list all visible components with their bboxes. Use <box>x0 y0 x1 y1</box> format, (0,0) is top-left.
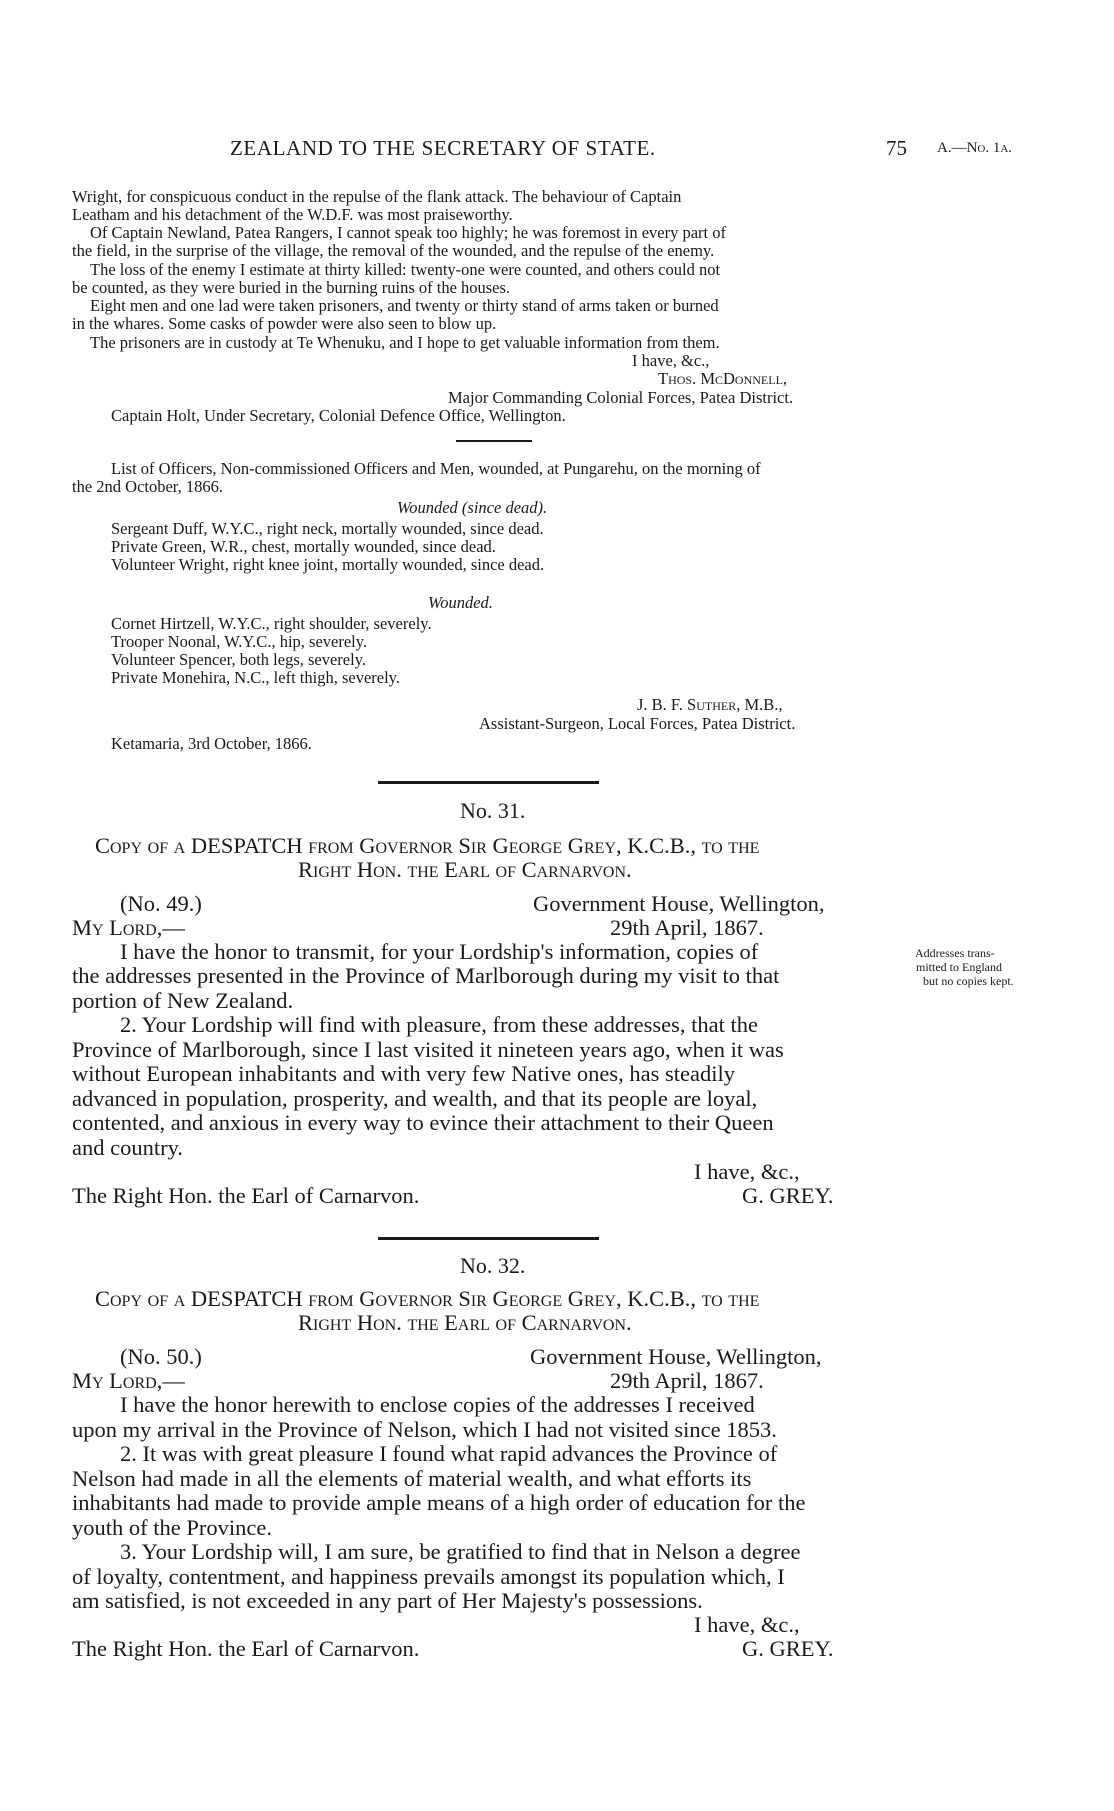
section-rule <box>378 1237 599 1240</box>
margin-note: but no copies kept. <box>923 974 1014 988</box>
report-line: the field, in the surprise of the village, the removal of the wounded, and the repulse of the enemy. <box>72 241 715 260</box>
casualty-signature-title: Assistant-Surgeon, Local Forces, Patea District. <box>479 714 796 733</box>
despatch-date: 29th April, 1867. <box>610 915 764 940</box>
casualty-entry: Cornet Hirtzell, W.Y.C., right shoulder, severely. <box>111 614 432 633</box>
casualty-place-date: Ketamaria, 3rd October, 1866. <box>111 734 312 753</box>
despatch-heading: Right Hon. the Earl of Carnarvon. <box>298 857 632 882</box>
margin-note: mitted to England <box>916 960 1002 974</box>
report-line: in the whares. Some casks of powder were also seen to blow up. <box>72 314 497 333</box>
casualty-signature: J. B. F. Suther, M.B., <box>637 695 783 714</box>
wounded-heading: Wounded. <box>428 593 493 612</box>
despatch-paragraph-line: I have the honor to transmit, for your Lordship's information, copies of <box>120 939 759 964</box>
page-number: 75 <box>886 136 907 160</box>
despatch-paragraph-line: am satisfied, is not exceeded in any part of Her Majesty's possessions. <box>72 1588 703 1613</box>
despatch-paragraph-line: Province of Marlborough, since I last visited it nineteen years ago, when it was <box>72 1037 784 1062</box>
despatch-paragraph-line: the addresses presented in the Province of Marlborough during my visit to that <box>72 963 780 988</box>
casualty-entry: Volunteer Wright, right knee joint, mortally wounded, since dead. <box>111 555 545 574</box>
report-signature-title: Major Commanding Colonial Forces, Patea District. <box>448 388 794 407</box>
despatch-paragraph-line: 2. It was with great pleasure I found what rapid advances the Province of <box>120 1441 778 1466</box>
document-reference: A.—No. 1a. <box>937 140 1013 156</box>
report-signature: Thos. McDonnell, <box>658 369 788 388</box>
despatch-closing: I have, &c., <box>694 1612 800 1637</box>
despatch-ref: (No. 50.) <box>120 1344 202 1369</box>
despatch-paragraph-line: contented, and anxious in every way to evince their attachment to their Queen <box>72 1110 774 1135</box>
report-line: Wright, for conspicuous conduct in the repulse of the flank attack. The behaviour of Captain <box>72 187 682 206</box>
casualty-entry: Volunteer Spencer, both legs, severely. <box>111 650 367 669</box>
despatch-paragraph-line: Nelson had made in all the elements of material wealth, and what efforts its <box>72 1466 752 1491</box>
despatch-origin: Government House, Wellington, <box>533 891 825 916</box>
running-header-title: ZEALAND TO THE SECRETARY OF STATE. <box>230 136 656 160</box>
despatch-paragraph-line: I have the honor herewith to enclose copies of the addresses I received <box>120 1392 755 1417</box>
despatch-salutation: My Lord,— <box>72 1368 185 1393</box>
despatch-heading: Right Hon. the Earl of Carnarvon. <box>298 1310 632 1335</box>
casualty-intro: the 2nd October, 1866. <box>72 477 224 496</box>
despatch-addressee: The Right Hon. the Earl of Carnarvon. <box>72 1183 420 1208</box>
despatch-date: 29th April, 1867. <box>610 1368 764 1393</box>
despatch-salutation: My Lord,— <box>72 915 185 940</box>
despatch-addressee: The Right Hon. the Earl of Carnarvon. <box>72 1636 420 1661</box>
report-line: The prisoners are in custody at Te Whenuku, and I hope to get valuable information from them. <box>90 333 720 352</box>
despatch-paragraph-line: advanced in population, prosperity, and wealth, and that its people are loyal, <box>72 1086 758 1111</box>
report-line: be counted, as they were buried in the burning ruins of the houses. <box>72 278 511 297</box>
despatch-closing: I have, &c., <box>694 1159 800 1184</box>
despatch-paragraph-line: youth of the Province. <box>72 1515 272 1540</box>
despatch-number: No. 31. <box>460 798 526 823</box>
dead-heading: Wounded (since dead). <box>397 498 548 517</box>
report-line: The loss of the enemy I estimate at thirty killed: twenty-one were counted, and others could not <box>90 260 721 279</box>
report-line: Leatham and his detachment of the W.D.F. was most praiseworthy. <box>72 205 513 224</box>
despatch-paragraph-line: without European inhabitants and with very few Native ones, has steadily <box>72 1061 735 1086</box>
casualty-entry: Trooper Noonal, W.Y.C., hip, severely. <box>111 632 368 651</box>
casualty-entry: Sergeant Duff, W.Y.C., right neck, mortally wounded, since dead. <box>111 519 544 538</box>
margin-note: Addresses trans- <box>915 946 995 960</box>
despatch-paragraph-line: portion of New Zealand. <box>72 988 294 1013</box>
despatch-number: No. 32. <box>460 1253 526 1278</box>
despatch-signature: G. GREY. <box>742 1183 834 1208</box>
despatch-origin: Government House, Wellington, <box>530 1344 822 1369</box>
despatch-paragraph-line: upon my arrival in the Province of Nelson, which I had not visited since 1853. <box>72 1417 777 1442</box>
report-closing: I have, &c., <box>632 351 710 370</box>
despatch-paragraph-line: 2. Your Lordship will find with pleasure, from these addresses, that the <box>120 1012 759 1037</box>
section-divider <box>456 440 532 442</box>
casualty-entry: Private Green, W.R., chest, mortally wounded, since dead. <box>111 537 496 556</box>
despatch-paragraph-line: of loyalty, contentment, and happiness prevails amongst its population which, I <box>72 1564 785 1589</box>
despatch-heading: Copy of a DESPATCH from Governor Sir George Grey, K.C.B., to the <box>95 1286 760 1311</box>
despatch-signature: G. GREY. <box>742 1636 834 1661</box>
despatch-paragraph-line: inhabitants had made to provide ample means of a high order of education for the <box>72 1490 806 1515</box>
casualty-entry: Private Monehira, N.C., left thigh, severely. <box>111 668 400 687</box>
despatch-heading: Copy of a DESPATCH from Governor Sir George Grey, K.C.B., to the <box>95 833 760 858</box>
section-rule <box>378 781 599 784</box>
despatch-paragraph-line: and country. <box>72 1135 184 1160</box>
casualty-intro: List of Officers, Non-commissioned Officers and Men, wounded, at Pungarehu, on the morning of <box>111 459 761 478</box>
report-line: Eight men and one lad were taken prisoners, and twenty or thirty stand of arms taken or burned <box>90 296 719 315</box>
report-addressee: Captain Holt, Under Secretary, Colonial Defence Office, Wellington. <box>111 406 566 425</box>
despatch-ref: (No. 49.) <box>120 891 202 916</box>
despatch-paragraph-line: 3. Your Lordship will, I am sure, be gratified to find that in Nelson a degree <box>120 1539 801 1564</box>
report-line: Of Captain Newland, Patea Rangers, I cannot speak too highly; he was foremost in every part of <box>90 223 726 242</box>
